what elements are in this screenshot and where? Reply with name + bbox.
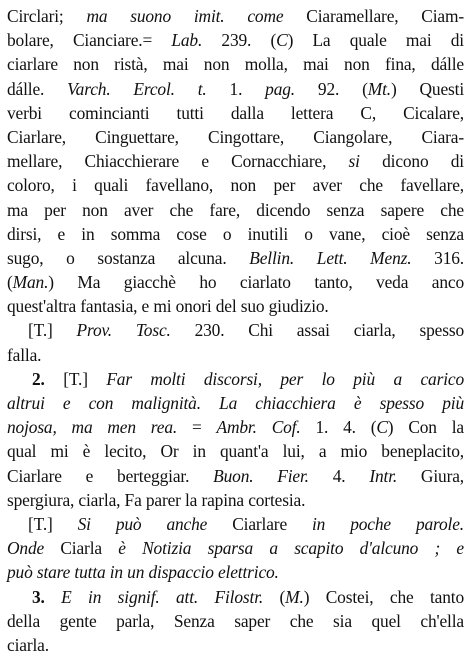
text-line: verbi comincianti tutti dalla lettera C, Cicalare, xyxy=(7,102,464,123)
text-line: [T.] Si può anche Ciarlare in poche parole. xyxy=(28,513,465,534)
text-line: bolare, Cianciare.= Lab. 239. (C) La quale mai di xyxy=(7,30,464,51)
text-line: Onde Ciarla è Notizia sparsa a scapito d'alcuno ; e xyxy=(7,538,464,559)
text-line: Ciarlare, Cinguettare, Cingottare, Ciangolare, Ciara- xyxy=(7,126,464,147)
sense-number-line: 2. [T.] Far molti discorsi, per lo più a carico xyxy=(32,368,464,389)
text-line: Circlari; ma suono imit. come Ciaramellare, Ciam- xyxy=(7,6,465,26)
text-line: dirsi, e in somma cose o inutili o vane, cioè senza xyxy=(7,223,464,244)
text-line: qual mi è lecito, Or in quant'a lui, a mio beneplacito, xyxy=(7,441,464,462)
text-line: coloro, i quali favellano, non per aver che favellare, xyxy=(7,175,464,196)
text-line: altrui e con malignità. La chiacchiera è spesso più xyxy=(7,393,464,413)
text-line: dálle. Varch. Ercol. t. 1. pag. 92. (Mt.) Questi xyxy=(7,78,465,99)
sense-number-line: 3. E in signif. att. Filostr. (M.) Costei, che tanto xyxy=(32,586,464,607)
text-line: ma per non aver che fare, dicendo senza sapere che xyxy=(7,199,464,220)
text-line: ciarlare non ristà, mai non molla, mai non fina, dálle xyxy=(7,54,464,75)
text-line: spergiura, ciarla, Fa parer la rapina cortesia. xyxy=(7,489,306,510)
text-line: Ciarlare e berteggiar. Buon. Fier. 4. Intr. Giura, xyxy=(7,465,464,486)
text-line: mellare, Chiacchierare e Cornacchiare, si dicono di xyxy=(7,151,464,172)
text-line: falla. xyxy=(7,344,42,365)
text-line: ciarla. xyxy=(7,634,49,655)
text-line: (Man.) Ma giacchè ho ciarlato tanto, veda anco xyxy=(7,272,464,293)
text-line: nojosa, ma men rea. = Ambr. Cof. 1. 4. (C) Con la xyxy=(7,417,464,438)
text-line: sugo, o sostanza alcuna. Bellin. Lett. Menz. 316. xyxy=(7,247,464,268)
text-line: [T.] Prov. Tosc. 230. Chi assai ciarla, spesso xyxy=(28,320,464,341)
text-line: della gente parla, Senza saper che sia quel ch'ella xyxy=(7,610,464,631)
text-line: può stare tutta in un dispaccio elettrico. xyxy=(7,562,279,583)
text-line: quest'altra fantasia, e mi onori del suo giudizio. xyxy=(7,296,329,317)
